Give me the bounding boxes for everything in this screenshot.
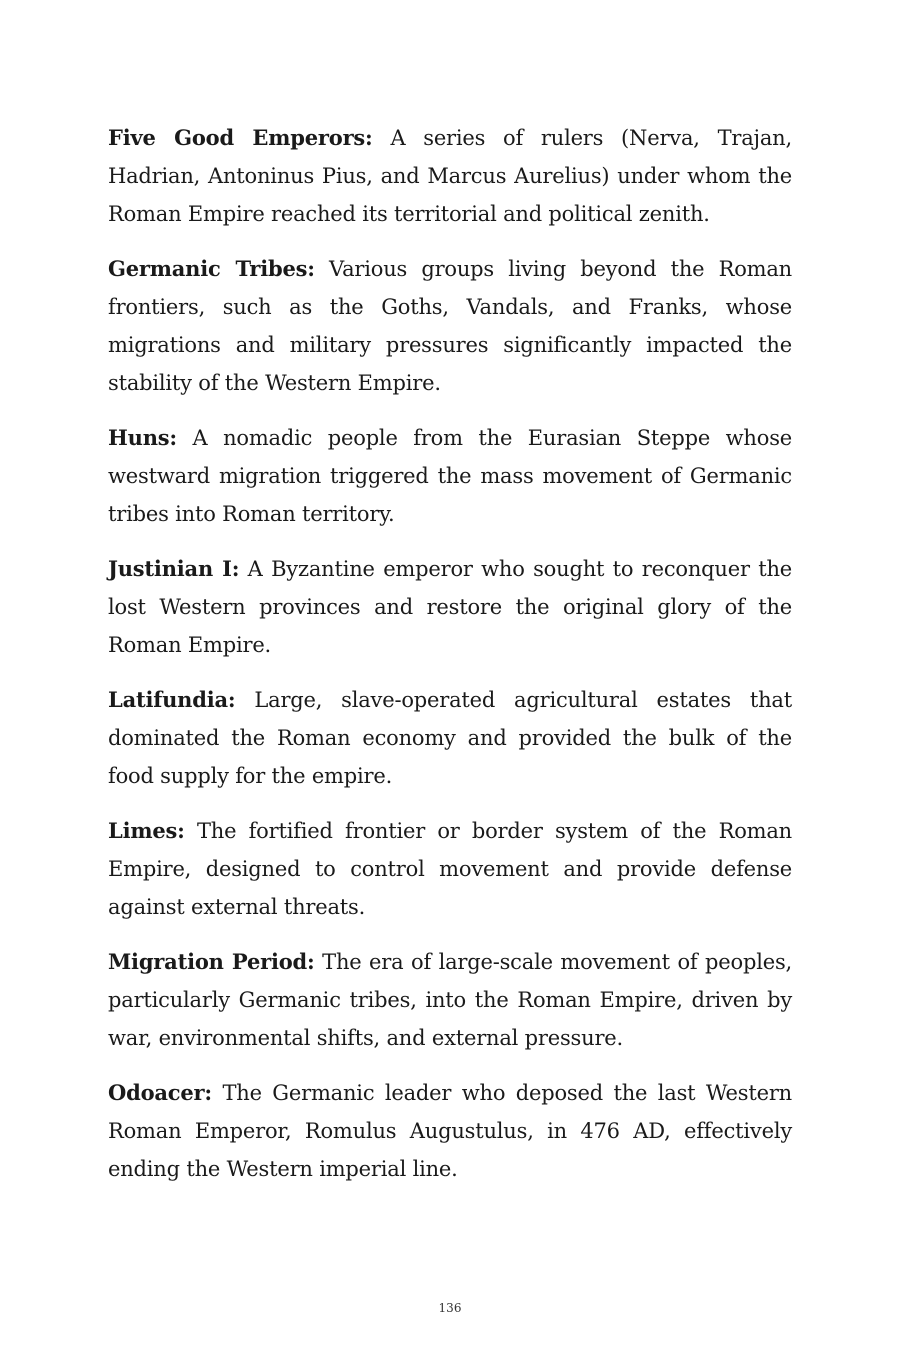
glossary-definition: A Byzantine emperor who sought to reconquer the lost Western provinces and restore the original glory of the Roman Empire.: [108, 557, 793, 657]
glossary-entry-limes: [108, 812, 792, 926]
glossary-entry-germanic-tribes: [108, 250, 792, 402]
glossary-definition: The era of large-scale movement of peoples, particularly Germanic tribes, into the Roman Empire, driven by war, environmental shifts, and external pressure.: [108, 950, 792, 1050]
page-number: 136: [438, 1301, 462, 1315]
glossary-term: Germanic Tribes:: [108, 256, 315, 281]
glossary-definition: A series of rulers (Nerva, Trajan, Hadrian, Antoninus Pius, and Marcus Aurelius) under whom the Roman Empire reached its territorial and political zenith.: [108, 126, 792, 226]
glossary-term: Five Good Emperors:: [108, 125, 373, 150]
glossary-term: Justinian I:: [108, 556, 240, 581]
glossary-entry-migration-period: [108, 943, 792, 1057]
glossary-term: Odoacer:: [108, 1080, 212, 1105]
glossary-term: Migration Period:: [108, 949, 315, 974]
glossary-definition: The Germanic leader who deposed the last Western Roman Emperor, Romulus Augustulus, in 476 AD, effectively ending the Western imperial line.: [108, 1081, 792, 1181]
glossary-term: Huns:: [108, 425, 177, 450]
glossary-entry-justinian-i: [108, 550, 792, 664]
glossary-entry-five-good-emperors: [108, 119, 792, 233]
glossary-definition: Various groups living beyond the Roman frontiers, such as the Goths, Vandals, and Franks, whose migrations and military pressures significantly impacted the stability of the Western Empire.: [108, 257, 792, 395]
glossary-entry-odoacer: [108, 1074, 792, 1188]
glossary-term: Limes:: [108, 818, 185, 843]
glossary-entry-latifundia: [108, 681, 792, 795]
glossary-page: [108, 119, 792, 1205]
glossary-entry-huns: [108, 419, 792, 533]
glossary-definition: The fortified frontier or border system of the Roman Empire, designed to control movement and provide defense against external threats.: [108, 819, 792, 919]
glossary-definition: Large, slave-operated agricultural estates that dominated the Roman economy and provided the bulk of the food supply for the empire.: [108, 688, 792, 788]
glossary-term: Latifundia:: [108, 687, 236, 712]
glossary-definition: A nomadic people from the Eurasian Steppe whose westward migration triggered the mass movement of Germanic tribes into Roman territory.: [108, 426, 792, 526]
